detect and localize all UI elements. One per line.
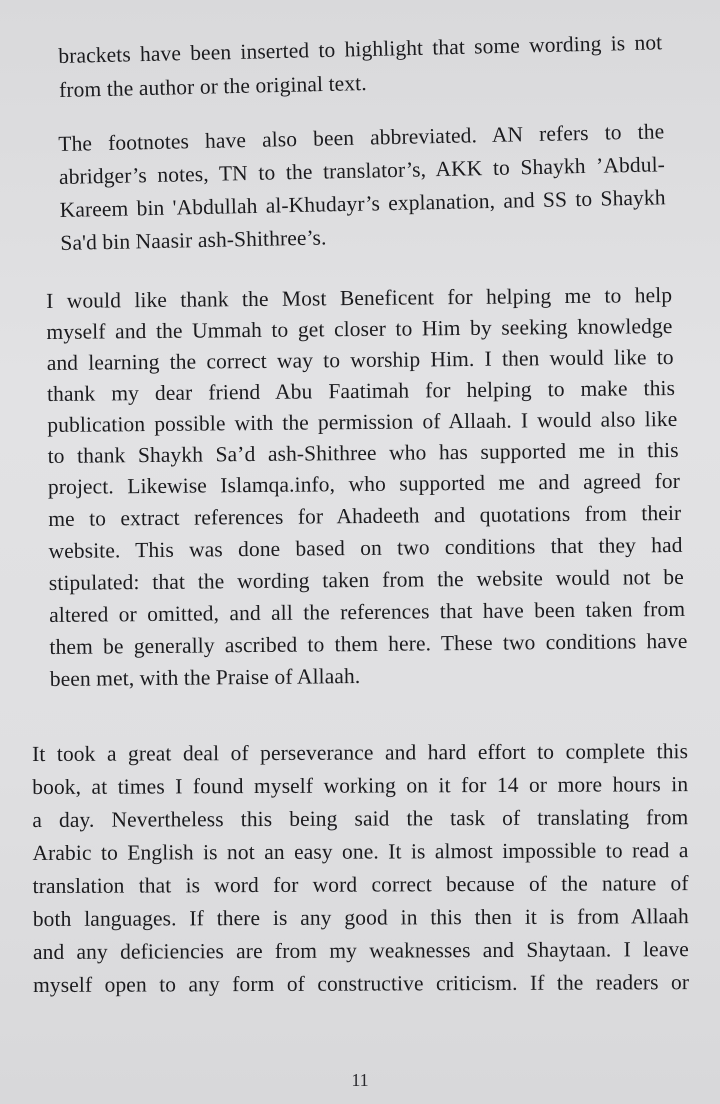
page-number: 11	[351, 1070, 369, 1090]
text-line: and learning the correct way to worship Him. I then would like to	[46, 344, 674, 375]
text-line: thank my dear friend Abu Faatimah for helping to make this	[46, 375, 676, 406]
text-line: abridger’s notes, TN to the translator’s, AKK to Shaykh ’Abdul-	[58, 152, 666, 189]
text-line: brackets have been inserted to highlight that some wording is not	[58, 30, 663, 68]
text-line: project. Likewise Islamqa.info, who supported me and agreed for	[47, 468, 681, 499]
text-line: It took a great deal of perseverance and hard effort to complete this	[32, 739, 689, 766]
text-line: a day. Nevertheless this being said the task of translating from	[32, 805, 689, 832]
text-line: Arabic to English is not an easy one. It is almost impossible to read a	[32, 838, 689, 865]
paragraph-footnotes	[58, 115, 666, 255]
text-line: publication possible with the permission of Allaah. I would also like	[47, 406, 678, 437]
text-line: from the author or the original text.	[58, 71, 367, 102]
text-line: me to extract references for Ahadeeth and quotations from their	[48, 500, 682, 531]
text-line: been met, with the Praise of Allaah.	[49, 664, 361, 691]
text-line: Sa'd bin Naasir ash-Shithree’s.	[60, 225, 327, 255]
paragraph-brackets-note	[58, 26, 663, 102]
text-line: I would like thank the Most Beneficent for helping me to help	[46, 282, 673, 313]
text-line: myself open to any form of constructive criticism. If the readers or	[33, 970, 690, 997]
text-line: myself and the Ummah to get closer to Him by seeking knowledge	[46, 313, 673, 344]
text-line: book, at times I found myself working on it for 14 or more hours in	[32, 772, 689, 799]
text-line: Kareem bin 'Abdullah al-Khudayr’s explanation, and SS to Shaykh	[59, 185, 666, 222]
text-line: altered or omitted, and all the references that have been taken from	[49, 596, 686, 627]
paragraph-acknowledgements	[46, 279, 688, 691]
text-line: and any deficiencies are from my weaknesses and Shaytaan. I leave	[32, 937, 689, 964]
text-line: stipulated: that the wording taken from the website would not be	[48, 564, 684, 595]
text-line: to thank Shaykh Sa’d ash-Shithree who has supported me in this	[47, 437, 679, 468]
text-line: both languages. If there is any good in this then it is from Allaah	[32, 904, 689, 931]
paragraph-translation-effort	[32, 735, 690, 997]
text-line: them be generally ascribed to them here. These two conditions have	[49, 628, 688, 659]
text-line: The footnotes have also been abbreviated. AN refers to the	[58, 119, 665, 156]
text-line: translation that is word for word correct because of the nature of	[32, 871, 689, 898]
text-line: website. This was done based on two conditions that they had	[48, 532, 683, 563]
